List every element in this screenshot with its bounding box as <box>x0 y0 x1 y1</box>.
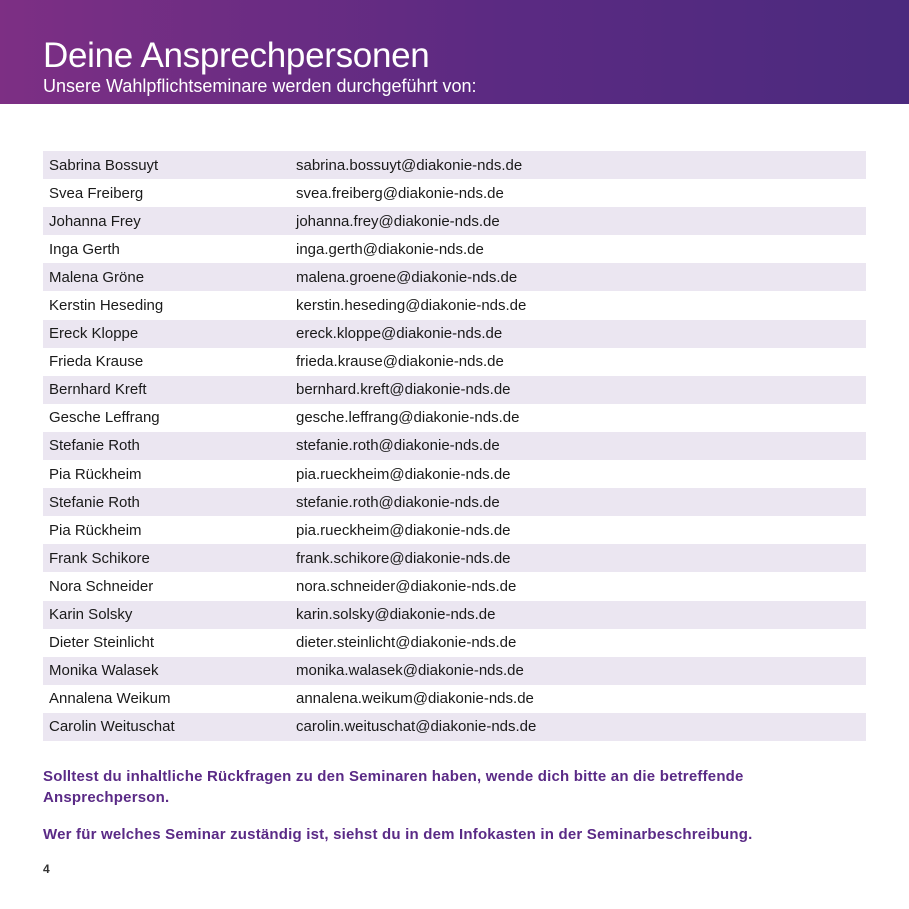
contact-name: Pia Rückheim <box>49 465 142 483</box>
contact-email[interactable]: pia.rueckheim@diakonie-nds.de <box>296 521 511 539</box>
contacts-table-body <box>43 151 866 741</box>
contact-email[interactable]: ereck.kloppe@diakonie-nds.de <box>296 325 503 343</box>
table-row <box>43 572 866 600</box>
responsibility-note: Wer für welches Seminar zuständig ist, siehst du in dem Infokasten in der Seminarbeschreibung. <box>43 826 753 843</box>
table-row <box>43 657 866 685</box>
contact-email[interactable]: dieter.steinlicht@diakonie-nds.de <box>296 634 517 652</box>
contact-email[interactable]: kerstin.heseding@diakonie-nds.de <box>296 297 527 315</box>
table-row <box>43 404 866 432</box>
page-subtitle: Unsere Wahlpflichtseminare werden durchgeführt von: <box>43 76 477 96</box>
contact-email[interactable]: bernhard.kreft@diakonie-nds.de <box>296 381 511 399</box>
table-row <box>43 348 866 376</box>
contact-name: Frieda Krause <box>49 353 144 371</box>
table-row <box>43 488 866 516</box>
table-row <box>43 601 866 629</box>
contact-email[interactable]: stefanie.roth@diakonie-nds.de <box>296 493 500 511</box>
contact-name: Nora Schneider <box>49 577 154 595</box>
contact-name: Bernhard Kreft <box>49 381 147 399</box>
table-row <box>43 207 866 235</box>
contact-name: Karin Solsky <box>49 606 133 624</box>
questions-note: Solltest du inhaltliche Rückfragen zu den Seminaren haben, wende dich bitte an die betreffende Ansprechperson. <box>43 768 744 806</box>
table-row <box>43 235 866 263</box>
contact-email[interactable]: inga.gerth@diakonie-nds.de <box>296 240 484 258</box>
contact-email[interactable]: stefanie.roth@diakonie-nds.de <box>296 437 500 455</box>
table-row <box>43 291 866 319</box>
contact-email[interactable]: carolin.weituschat@diakonie-nds.de <box>296 718 537 736</box>
page-title: Deine Ansprechpersonen <box>43 36 430 75</box>
contact-name: Monika Walasek <box>49 662 159 680</box>
contact-email[interactable]: sabrina.bossuyt@diakonie-nds.de <box>296 156 523 174</box>
contact-email[interactable]: frank.schikore@diakonie-nds.de <box>296 549 511 567</box>
table-row <box>43 320 866 348</box>
table-row <box>43 432 866 460</box>
contact-name: Dieter Steinlicht <box>49 634 155 652</box>
page-number: 4 <box>43 862 50 876</box>
contact-email[interactable]: gesche.leffrang@diakonie-nds.de <box>296 409 520 427</box>
contact-name: Kerstin Heseding <box>49 297 164 315</box>
contact-email[interactable]: annalena.weikum@diakonie-nds.de <box>296 690 534 708</box>
contact-name: Inga Gerth <box>49 240 120 258</box>
contact-name: Sabrina Bossuyt <box>49 156 159 174</box>
contact-name: Svea Freiberg <box>49 184 144 202</box>
contact-email[interactable]: frieda.krause@diakonie-nds.de <box>296 353 504 371</box>
contact-name: Malena Gröne <box>49 268 145 286</box>
contact-email[interactable]: nora.schneider@diakonie-nds.de <box>296 577 517 595</box>
table-row <box>43 460 866 488</box>
contact-email[interactable]: karin.solsky@diakonie-nds.de <box>296 606 496 624</box>
contact-name: Stefanie Roth <box>49 493 140 511</box>
table-row <box>43 516 866 544</box>
table-row <box>43 629 866 657</box>
page-header <box>0 0 909 104</box>
contact-email[interactable]: johanna.frey@diakonie-nds.de <box>296 212 500 230</box>
contact-name: Pia Rückheim <box>49 521 142 539</box>
contact-email[interactable]: malena.groene@diakonie-nds.de <box>296 268 518 286</box>
table-row <box>43 376 866 404</box>
contact-email[interactable]: pia.rueckheim@diakonie-nds.de <box>296 465 511 483</box>
contact-name: Annalena Weikum <box>49 690 171 708</box>
table-row <box>43 179 866 207</box>
contact-name: Johanna Frey <box>49 212 141 230</box>
contact-name: Carolin Weituschat <box>49 718 175 736</box>
table-row <box>43 263 866 291</box>
contacts-table <box>43 151 866 741</box>
contact-email[interactable]: svea.freiberg@diakonie-nds.de <box>296 184 504 202</box>
table-row <box>43 544 866 572</box>
contact-name: Frank Schikore <box>49 549 150 567</box>
contact-name: Stefanie Roth <box>49 437 140 455</box>
contact-name: Ereck Kloppe <box>49 325 139 343</box>
contact-name: Gesche Leffrang <box>49 409 160 427</box>
contact-email[interactable]: monika.walasek@diakonie-nds.de <box>296 662 524 680</box>
table-row <box>43 713 866 741</box>
table-row <box>43 151 866 179</box>
table-row <box>43 685 866 713</box>
